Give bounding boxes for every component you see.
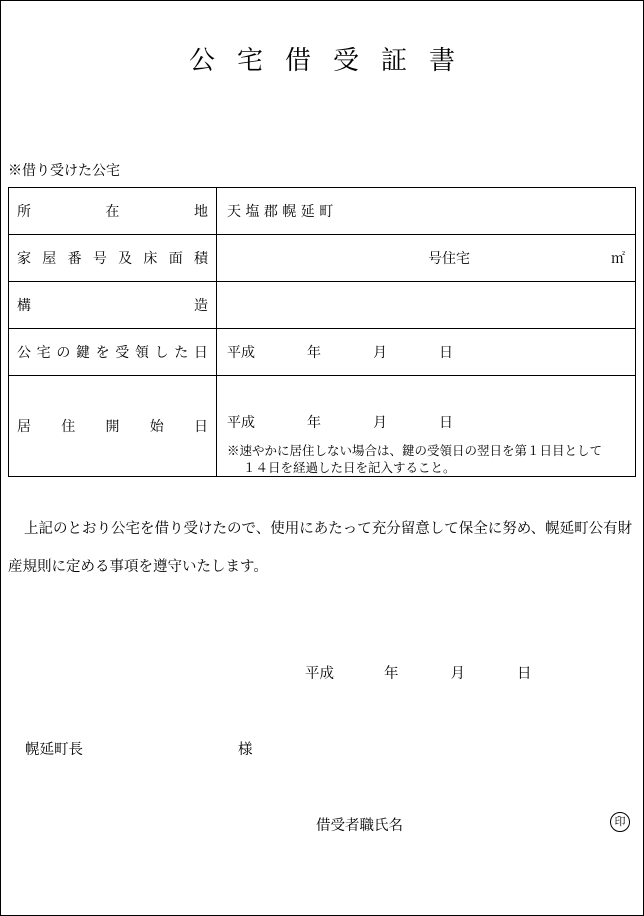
seal-mark: 印	[610, 812, 630, 832]
row-structure	[9, 282, 636, 329]
sign-date-day: 日	[517, 666, 532, 682]
addressee-name: 幌延町長	[25, 742, 83, 758]
section-label: ※借り受けた公宅	[8, 163, 120, 179]
value-structure	[217, 282, 636, 329]
key-date-year: 年	[307, 345, 321, 361]
declaration-paragraph: 上記のとおり公宅を借り受けたので、使用にあたって充分留意して保全に努め、幌延町公有財産規則に定める事項を遵守いたします。	[8, 521, 633, 575]
key-date-era: 平成	[227, 345, 255, 361]
start-date-era: 平成	[227, 415, 255, 431]
row-key-date	[9, 329, 636, 376]
housing-form-table	[8, 187, 636, 477]
start-date-note	[227, 442, 625, 476]
sign-date	[305, 662, 532, 683]
sign-date-era: 平成	[305, 666, 334, 682]
document-title: 公宅借受証書	[188, 46, 477, 76]
sign-date-year: 年	[384, 666, 399, 682]
borrower-label: 借受者職氏名	[316, 818, 403, 834]
value-location: 天 塩 郡 幌 延 町	[217, 188, 636, 235]
label-start-date: 居 住 開 始 日	[9, 376, 217, 477]
note-line-2: １４日を経過した日を記入すること。	[243, 460, 456, 475]
value-start-date	[217, 376, 636, 477]
row-location	[9, 188, 636, 235]
start-date-day: 日	[439, 415, 453, 431]
key-date-month: 月	[373, 345, 387, 361]
label-location: 所 在 地	[9, 188, 217, 235]
note-line-1: ※速やかに居住しない場合は、鍵の受領日の翌日を第１日目として	[227, 443, 603, 458]
house-number-suffix: 号住宅	[428, 251, 470, 267]
label-structure: 構 造	[9, 282, 217, 329]
start-date-year: 年	[307, 415, 321, 431]
label-house: 家 屋 番 号 及 床 面 積	[9, 235, 217, 282]
start-date-month: 月	[373, 415, 387, 431]
sign-date-month: 月	[450, 666, 465, 682]
key-date-day: 日	[439, 345, 453, 361]
value-key-date	[217, 329, 636, 376]
row-start-date	[9, 376, 636, 477]
addressee-honorific: 様	[238, 742, 253, 758]
row-house	[9, 235, 636, 282]
area-unit: ㎡	[611, 251, 625, 267]
label-key-date: 公 宅 の 鍵 を 受 領 し た 日	[9, 329, 217, 376]
value-house	[217, 235, 636, 282]
